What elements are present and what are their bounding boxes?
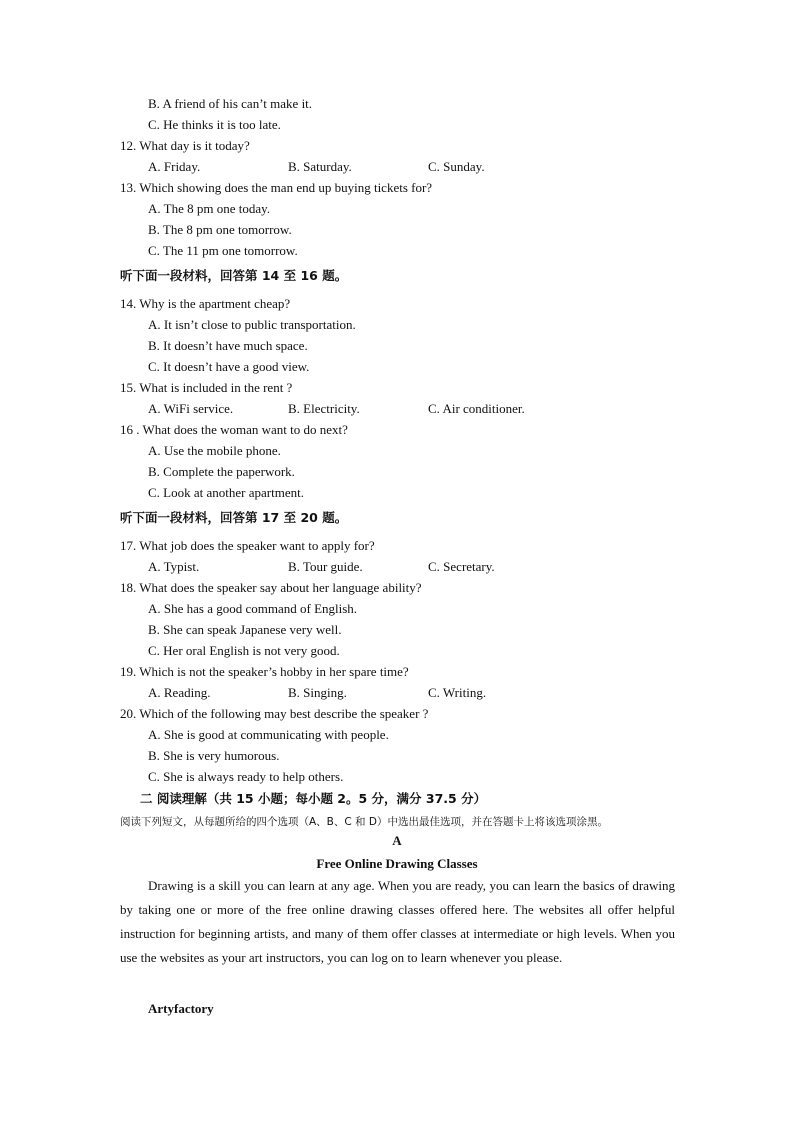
passage-letter: A xyxy=(392,833,402,848)
q19-option-b: B. Singing. xyxy=(288,685,347,700)
q15-question: 15. What is included in the rent ? xyxy=(120,380,293,395)
q13-option-c: C. The 11 pm one tomorrow. xyxy=(148,243,298,258)
q17-option-a: A. Typist. xyxy=(148,559,200,574)
part2-heading: 二 阅读理解（共 15 小题；每小题 2。5 分，满分 37.5 分） xyxy=(140,791,487,806)
q14-option-c: C. It doesn’t have a good view. xyxy=(148,359,310,374)
q15-option-c: C. Air conditioner. xyxy=(428,401,525,416)
q12-option-b: B. Saturday. xyxy=(288,159,352,174)
q17-options xyxy=(148,559,648,575)
q16-option-b: B. Complete the paperwork. xyxy=(148,464,295,479)
q20-option-a: A. She is good at communicating with people. xyxy=(148,727,389,742)
section-heading-17-20: 听下面一段材料，回答第 17 至 20 题。 xyxy=(120,510,348,525)
q12-option-c: C. Sunday. xyxy=(428,159,485,174)
q19-option-c: C. Writing. xyxy=(428,685,487,700)
q13-option-b: B. The 8 pm one tomorrow. xyxy=(148,222,292,237)
q20-option-c: C. She is always ready to help others. xyxy=(148,769,344,784)
q20-option-b: B. She is very humorous. xyxy=(148,748,280,763)
part2-instruction: 阅读下列短文，从每题所给的四个选项（A、B、C 和 D）中选出最佳选项，并在答题卡上将该选项涂黑。 xyxy=(120,816,608,828)
q18-question: 18. What does the speaker say about her language ability? xyxy=(120,580,422,595)
q18-option-a: A. She has a good command of English. xyxy=(148,601,358,616)
q12-options xyxy=(148,159,648,175)
section-heading-14-16: 听下面一段材料，回答第 14 至 16 题。 xyxy=(120,268,348,283)
q17-question: 17. What job does the speaker want to apply for? xyxy=(120,538,375,553)
q13-option-a: A. The 8 pm one today. xyxy=(148,201,271,216)
passage-title: Free Online Drawing Classes xyxy=(316,856,478,871)
q17-option-c: C. Secretary. xyxy=(428,559,495,574)
q13-question: 13. Which showing does the man end up buying tickets for? xyxy=(120,180,433,195)
q14-option-a: A. It isn’t close to public transportation. xyxy=(148,317,356,332)
q14-option-b: B. It doesn’t have much space. xyxy=(148,338,308,353)
q19-option-a: A. Reading. xyxy=(148,685,211,700)
q11-option-b: B. A friend of his can’t make it. xyxy=(148,96,313,111)
q12-option-a: A. Friday. xyxy=(148,159,201,174)
q19-question: 19. Which is not the speaker’s hobby in her spare time? xyxy=(120,664,409,679)
q20-question: 20. Which of the following may best describe the speaker ? xyxy=(120,706,429,721)
q11-option-c: C. He thinks it is too late. xyxy=(148,117,281,132)
q17-option-b: B. Tour guide. xyxy=(288,559,363,574)
passage-text: Drawing is a skill you can learn at any age. When you are ready, you can learn the basics of drawing by taking one or more of the free online drawing classes offered here. The websites all offer helpful instruction for beginning artists, and many of them offer classes at intermediate or high levels. When you use the websites as your art instructors, you can log on to learn whenever you please. xyxy=(120,878,675,965)
q18-option-b: B. She can speak Japanese very well. xyxy=(148,622,342,637)
q15-options xyxy=(148,401,648,417)
q14-question: 14. Why is the apartment cheap? xyxy=(120,296,291,311)
q12-question: 12. What day is it today? xyxy=(120,138,250,153)
q15-option-b: B. Electricity. xyxy=(288,401,360,416)
q16-question: 16 . What does the woman want to do next? xyxy=(120,422,348,437)
q19-options xyxy=(148,685,648,701)
q18-option-c: C. Her oral English is not very good. xyxy=(148,643,340,658)
q16-option-a: A. Use the mobile phone. xyxy=(148,443,281,458)
q15-option-a: A. WiFi service. xyxy=(148,401,234,416)
subheading-artyfactory: Artyfactory xyxy=(148,1001,214,1016)
q16-option-c: C. Look at another apartment. xyxy=(148,485,304,500)
passage-paragraph xyxy=(120,874,675,970)
